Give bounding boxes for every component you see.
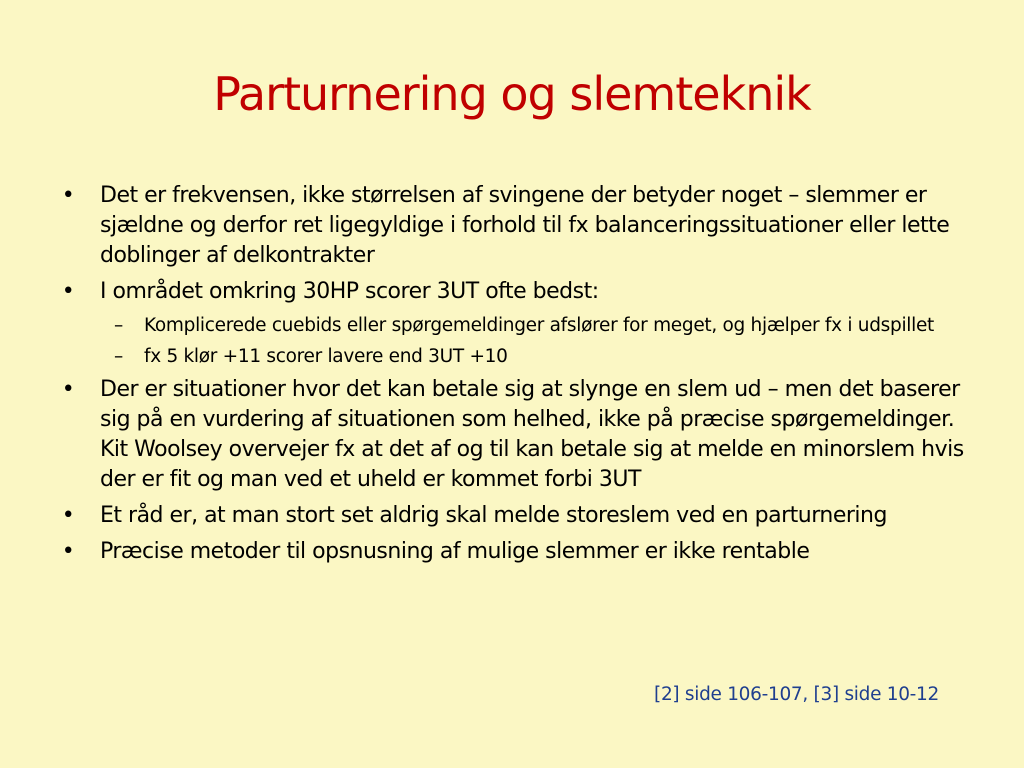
sub-bullet-item	[58, 344, 988, 369]
bullet-item	[58, 277, 988, 307]
bullet-item	[58, 375, 988, 495]
sub-bullet-item	[58, 313, 988, 338]
slide-title: Parturnering og slemteknik	[213, 67, 811, 121]
bullet-text: Det er frekvensen, ikke størrelsen af svingene der betyder noget – slemmer er sjældne og derfor ret ligegyldige i forhold til fx balanceringssituationer eller lette doblinger af delkontrakter	[100, 183, 950, 268]
bullet-marker: •	[61, 183, 75, 208]
bullet-text: I området omkring 30HP scorer 3UT ofte bedst:	[100, 279, 599, 304]
bullet-marker: •	[61, 539, 75, 564]
bullet-marker: •	[61, 279, 75, 304]
bullet-marker: •	[61, 503, 75, 528]
bullet-text: Der er situationer hvor det kan betale sig at slynge en slem ud – men det baserer sig på en vurdering af situationen som helhed, ikke på præcise spørgemeldinger. Kit Woolsey overvejer fx at det af og til kan betale sig at melde en minorslem hvis der er fit og man ved et uheld er kommet forbi 3UT	[100, 377, 964, 492]
bullet-text: Et råd er, at man stort set aldrig skal melde storeslem ved en parturnering	[100, 503, 887, 528]
bullet-item	[58, 537, 988, 567]
bullet-text: Præcise metoder til opsnusning af mulige slemmer er ikke rentable	[100, 539, 810, 564]
bullet-item	[58, 501, 988, 531]
citation: [2] side 106-107, [3] side 10-12	[654, 684, 939, 705]
sub-bullet-text: fx 5 klør +11 scorer lavere end 3UT +10	[144, 346, 508, 367]
bullet-item	[58, 181, 988, 271]
bullet-marker: •	[61, 377, 75, 402]
sub-bullet-marker: –	[114, 315, 123, 336]
slide-body	[58, 181, 988, 573]
sub-bullet-text: Komplicerede cuebids eller spørgemeldinger afslører for meget, og hjælper fx i udspillet	[144, 315, 935, 336]
sub-bullet-marker: –	[114, 346, 123, 367]
